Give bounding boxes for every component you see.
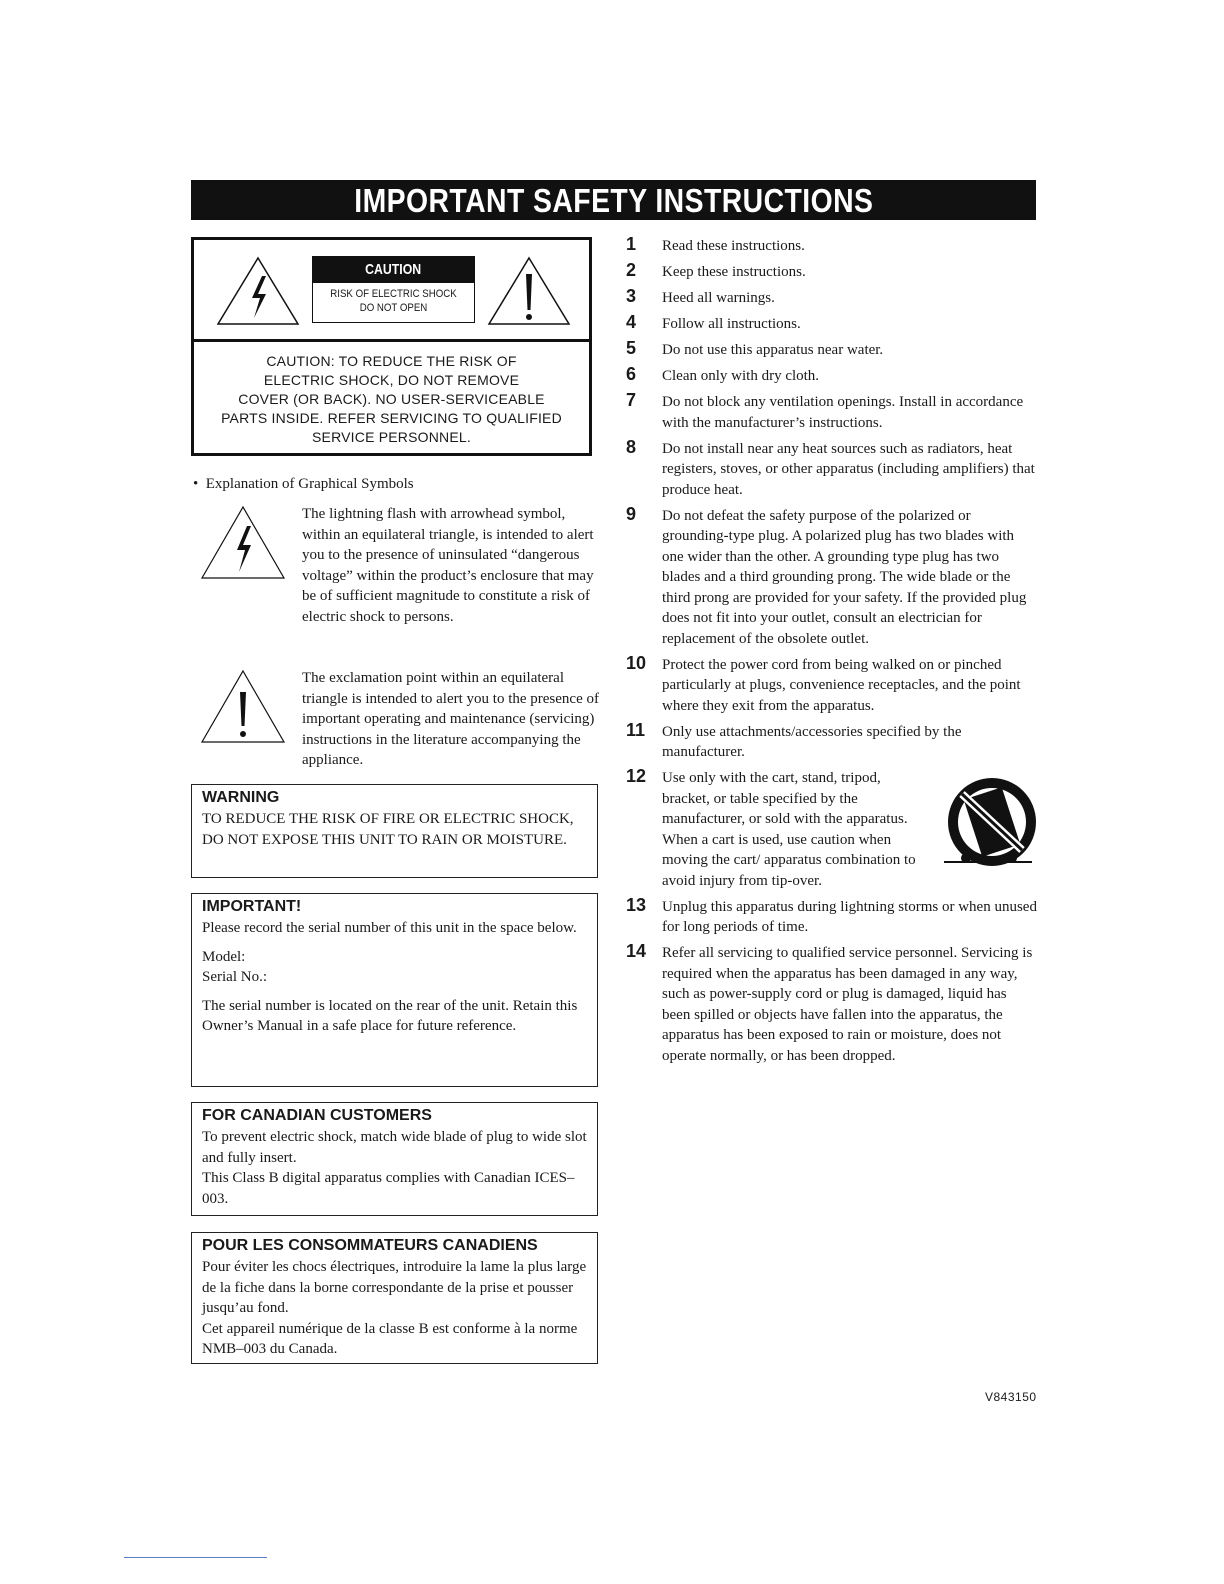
list-item [626, 719, 1038, 763]
document-code: V843150 [985, 1390, 1037, 1404]
item-text: Do not block any ventilation openings. Install in accordance with the manufacturer’s instructions. [662, 394, 1024, 431]
serial-field-label: Serial No.: [202, 969, 267, 985]
caution-label-line: DO NOT OPEN [359, 302, 428, 314]
item-text: Do not install near any heat sources such as radiators, heat registers, stoves, or other apparatus (including amplifiers) that produce heat. [662, 440, 1035, 498]
exclamation-triangle-icon [200, 668, 286, 744]
important-text: The serial number is located on the rear of the unit. Retain this Owner’s Manual in a safe place for future reference. [202, 997, 578, 1034]
item-text: Follow all instructions. [662, 316, 801, 332]
item-number: 1 [626, 234, 637, 254]
symbols-heading: • Explanation of Graphical Symbols [193, 476, 414, 492]
item-text: Read these instructions. [662, 238, 805, 254]
list-item [626, 768, 1038, 891]
item-text: Keep these instructions. [662, 264, 806, 280]
lightning-triangle-icon [200, 504, 286, 580]
important-box [191, 893, 598, 1087]
list-item [626, 288, 1038, 309]
lightning-symbol-text: The lightning flash with arrowhead symbol, within an equilateral triangle, is intended to alert you to the presence of uninsulated “dangerous voltage” within the product’s enclosure that may be of sufficient magnitude to constitute a risk of electric shock to persons. [302, 506, 594, 625]
list-item [626, 340, 1038, 361]
caution-label-line: RISK OF ELECTRIC SHOCK [330, 288, 457, 300]
item-number: 12 [626, 766, 647, 786]
list-item [626, 236, 1038, 257]
item-number: 5 [626, 338, 637, 358]
exclamation-symbol-text: The exclamation point within an equilateral triangle is intended to alert you to the presence of important operating and maintenance (servicing) instructions in the literature accompanying the appliance. [302, 670, 599, 768]
canadiens-text: Pour éviter les chocs électriques, introduire la lame la plus large de la fiche dans la borne correspondante de la prise et pousser jusqu’au fond. [202, 1259, 587, 1316]
caution-text-line: ELECTRIC SHOCK, DO NOT REMOVE [263, 372, 520, 388]
item-text: Use only with the cart, stand, tripod, bracket, or table specified by the manufacturer, or sold with the apparatus. When a cart is used, use caution when moving the cart/ apparatus combination to avoid injury from tip-over. [662, 770, 916, 889]
item-text: Protect the power cord from being walked on or pinched particularly at plugs, convenience receptacles, and the point where they exit from the apparatus. [662, 656, 1021, 714]
important-text: Please record the serial number of this unit in the space below. [202, 920, 577, 936]
item-number: 7 [626, 390, 637, 410]
caution-text-line: CAUTION: TO REDUCE THE RISK OF [266, 353, 517, 369]
list-item [626, 503, 1038, 650]
item-number: 4 [626, 312, 637, 332]
item-number: 14 [626, 941, 647, 961]
canadian-text: This Class B digital apparatus complies with Canadian ICES–003. [202, 1170, 575, 1207]
list-item [626, 652, 1038, 717]
instruction-list [626, 236, 1038, 1072]
list-item [626, 943, 1038, 1066]
item-text: Do not defeat the safety purpose of the polarized or grounding-type plug. A polarized plug has two blades with one wider than the other. A grounding type plug has two blades and a third grounding prong. The wide blade or the third prong are provided for your safety. If the provided plug does not fit into your outlet, consult an electrician for replacement of the obsolete outlet. [662, 507, 1027, 647]
warning-heading: WARNING [202, 789, 280, 806]
exclamation-triangle-icon [487, 256, 571, 326]
item-text: Refer all servicing to qualified service personnel. Servicing is required when the apparatus has been damaged in any way, such as power-supply cord or plug is damaged, liquid has been spilled or objects have fallen into the apparatus, the apparatus has been exposed to rain or moisture, does not operate normally, or has been dropped. [662, 945, 1033, 1064]
symbols-heading-text: Explanation of Graphical Symbols [205, 476, 414, 492]
item-text: Do not use this apparatus near water. [662, 342, 884, 358]
item-text: Heed all warnings. [662, 290, 775, 306]
item-number: 11 [626, 719, 646, 740]
item-text: Clean only with dry cloth. [662, 368, 820, 384]
canadiens-heading: POUR LES CONSOMMATEURS CANADIENS [202, 1237, 538, 1254]
caution-label [312, 256, 475, 323]
caution-text-line: SERVICE PERSONNEL. [312, 429, 471, 445]
item-number: 2 [626, 260, 637, 280]
list-item [626, 314, 1038, 335]
item-number: 6 [626, 364, 637, 384]
consommateurs-canadiens-box [191, 1232, 598, 1364]
canadian-customers-box [191, 1102, 598, 1216]
canadian-text: To prevent electric shock, match wide blade of plug to wide slot and fully insert. [202, 1129, 587, 1166]
caution-text-line: PARTS INSIDE. REFER SERVICING TO QUALIFIED [221, 410, 562, 426]
item-text: Unplug this apparatus during lightning storms or when unused for long periods of time. [662, 898, 1037, 935]
list-item [626, 366, 1038, 387]
item-number: 9 [626, 503, 637, 524]
important-heading: IMPORTANT! [202, 898, 302, 915]
caution-text [194, 352, 589, 447]
list-item [626, 436, 1038, 501]
lightning-triangle-icon [216, 256, 300, 326]
cart-tip-over-icon [942, 770, 1038, 874]
list-item [626, 262, 1038, 283]
caution-label-heading: CAUTION [365, 261, 422, 278]
item-number: 13 [626, 894, 647, 915]
item-number: 10 [626, 652, 647, 673]
page-title: IMPORTANT SAFETY INSTRUCTIONS [191, 180, 1036, 220]
canadian-heading: FOR CANADIAN CUSTOMERS [202, 1107, 432, 1124]
caution-box [191, 237, 592, 456]
item-text: Only use attachments/accessories specified by the manufacturer. [662, 723, 962, 760]
list-item [626, 894, 1038, 938]
canadiens-text: Cet appareil numérique de la classe B est conforme à la norme NMB–003 du Canada. [202, 1320, 578, 1357]
footer-divider [124, 1557, 267, 1558]
model-field-label: Model: [202, 948, 246, 965]
warning-box [191, 784, 598, 878]
warning-text: TO REDUCE THE RISK OF FIRE OR ELECTRIC SHOCK, DO NOT EXPOSE THIS UNIT TO RAIN OR MOISTURE. [202, 811, 574, 848]
item-number: 3 [626, 286, 637, 306]
item-number: 8 [626, 436, 637, 457]
caution-text-line: COVER (OR BACK). NO USER-SERVICEABLE [238, 391, 545, 407]
list-item [626, 392, 1038, 433]
caution-graphic [194, 240, 589, 342]
